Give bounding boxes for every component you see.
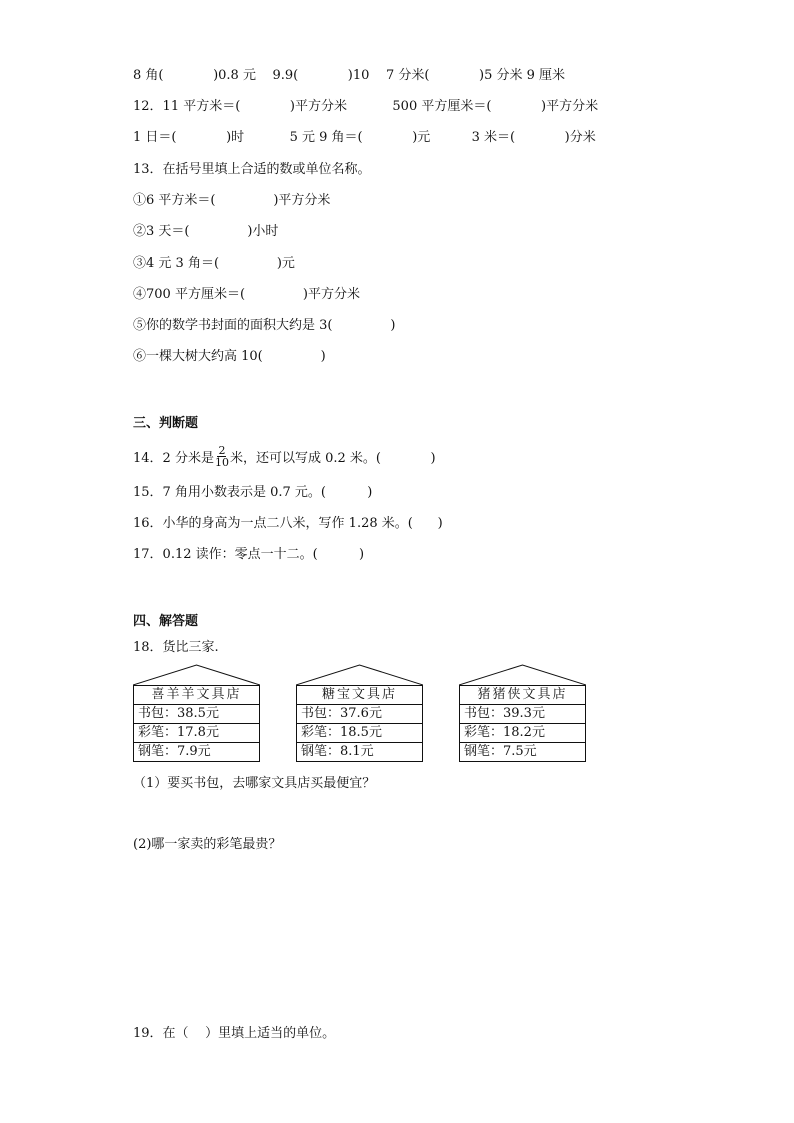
q17: 17．0.12 读作：零点一十二。( )	[133, 547, 365, 562]
price-row-markers: 彩笔：18.2元	[460, 724, 586, 743]
q18-sub-1: （1）要买书包，去哪家文具店买最便宜？	[133, 776, 376, 791]
shop-name: 喜羊羊文具店	[134, 686, 260, 705]
price-row-bag: 书包：39.3元	[460, 705, 586, 724]
q11-line-1: 8 角( )0.8 元 9.9( )10 7 分米( )5 分米 9 厘米	[133, 68, 566, 83]
shop-card-1	[133, 664, 260, 762]
price-row-markers: 彩笔：17.8元	[134, 724, 260, 743]
shop-price-table	[459, 685, 586, 762]
q13-item-1: ①6 平方米＝( )平方分米	[133, 193, 331, 208]
q13-item-6: ⑥一棵大树大约高 10( )	[133, 349, 326, 364]
q14	[133, 444, 436, 470]
price-row-pen: 钢笔：7.5元	[460, 743, 586, 762]
section-4-heading: 四、解答题	[133, 614, 199, 629]
fraction-two-tenths	[215, 445, 229, 468]
roof-icon	[459, 664, 586, 685]
q19-title: 19．在（ ）里填上适当的单位。	[133, 1026, 336, 1041]
q12-line-2: 1 日＝( )时 5 元 9 角＝( )元 3 米＝( )分米	[133, 130, 596, 145]
roof-icon	[133, 664, 260, 685]
price-row-pen: 钢笔：8.1元	[297, 743, 423, 762]
q13-item-4: ④700 平方厘米＝( )平方分米	[133, 287, 360, 302]
section-3-heading: 三、判断题	[133, 416, 199, 431]
price-row-bag: 书包：38.5元	[134, 705, 260, 724]
q13-item-5: ⑤你的数学书封面的面积大约是 3( )	[133, 318, 396, 333]
shop-name: 猪猪侠文具店	[460, 686, 586, 705]
q12-line-1: 12．11 平方米＝( )平方分米 500 平方厘米＝( )平方分米	[133, 99, 599, 114]
q18-title: 18．货比三家.	[133, 640, 219, 655]
roof-icon	[296, 664, 423, 685]
price-row-bag: 书包：37.6元	[297, 705, 423, 724]
price-row-markers: 彩笔：18.5元	[297, 724, 423, 743]
q16: 16．小华的身高为一点二八米，写作 1.28 米。( )	[133, 516, 443, 531]
q13-title: 13．在括号里填上合适的数或单位名称。	[133, 162, 371, 177]
q13-item-3: ③4 元 3 角＝( )元	[133, 256, 295, 271]
q13-item-2: ②3 天＝( )小时	[133, 224, 279, 239]
price-row-pen: 钢笔：7.9元	[134, 743, 260, 762]
q15: 15．7 角用小数表示是 0.7 元。( )	[133, 485, 373, 500]
q14-text-after: 米，还可以写成 0.2 米。( )	[229, 451, 436, 466]
shop-name: 糖宝文具店	[297, 686, 423, 705]
fraction-numerator: 2	[218, 444, 226, 457]
shop-card-3	[459, 664, 586, 762]
q18-sub-2: (2)哪一家卖的彩笔最贵？	[133, 837, 282, 852]
shop-card-2	[296, 664, 423, 762]
q14-text-before: 14．2 分米是	[133, 451, 214, 466]
shop-price-table	[133, 685, 260, 762]
fraction-denominator: 10	[214, 456, 229, 469]
shop-price-table	[296, 685, 423, 762]
